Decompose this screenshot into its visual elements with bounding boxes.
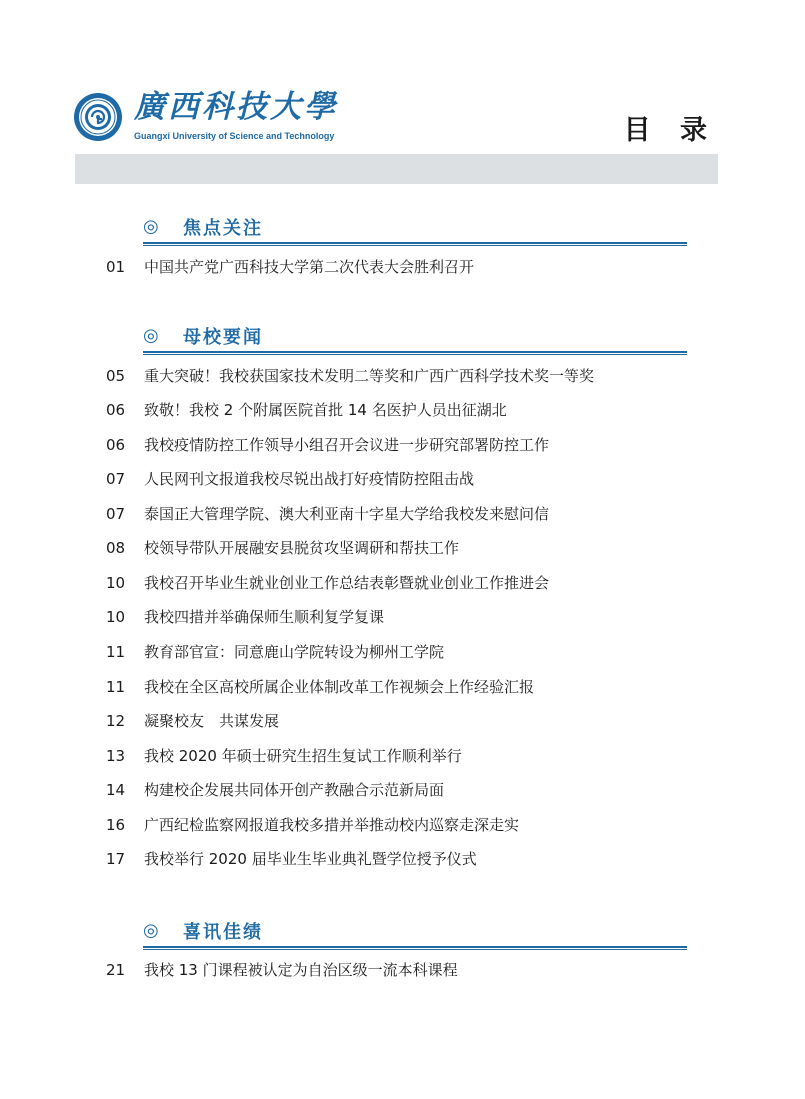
header-divider-band: [75, 154, 718, 184]
section-header: [143, 918, 687, 950]
page-number: 06: [106, 436, 126, 454]
page-header: [0, 0, 805, 190]
entry-title: 我校 13 门课程被认定为自治区级一流本科课程: [144, 961, 458, 979]
entry-title: 中国共产党广西科技大学第二次代表大会胜利召开: [144, 258, 475, 276]
circle-bullet-icon: ◎: [143, 920, 159, 941]
section-rule: [143, 946, 687, 948]
circle-bullet-icon: ◎: [143, 216, 159, 237]
page-number: 10: [106, 608, 126, 626]
entry-title: 广西纪检监察网报道我校多措并举推动校内巡察走深走实: [144, 816, 520, 834]
section-header: [143, 214, 687, 246]
page-number: 07: [106, 505, 126, 523]
entry-title: 我校召开毕业生就业创业工作总结表彰暨就业创业工作推进会: [144, 574, 550, 592]
page-number: 06: [106, 401, 126, 419]
circle-bullet-icon: ◎: [143, 325, 159, 346]
entry-title: 致敬！我校 2 个附属医院首批 14 名医护人员出征湖北: [144, 401, 507, 419]
section-title: 母校要闻: [183, 327, 263, 348]
section-title: 喜讯佳绩: [183, 922, 263, 943]
page-number: 13: [106, 747, 126, 765]
entry-title: 我校在全区高校所属企业体制改革工作视频会上作经验汇报: [144, 678, 535, 696]
entry-title: 重大突破！我校获国家技术发明二等奖和广西广西科学技术奖一等奖: [144, 367, 595, 385]
page-number: 11: [106, 643, 126, 661]
entry-title: 教育部官宣：同意鹿山学院转设为柳州工学院: [144, 643, 445, 661]
page-number: 16: [106, 816, 126, 834]
page-number: 14: [106, 781, 126, 799]
entry-title: 泰国正大管理学院、澳大利亚南十字星大学给我校发来慰问信: [144, 505, 550, 523]
entry-title: 校领导带队开展融安县脱贫攻坚调研和帮扶工作: [144, 539, 460, 557]
page-number: 21: [106, 961, 126, 979]
entry-title: 构建校企发展共同体开创产教融合示范新局面: [144, 781, 445, 799]
university-name-cn: 廣西科技大學: [134, 89, 338, 125]
toc-title: 目 录: [623, 115, 717, 146]
page-number: 12: [106, 712, 126, 730]
page-number: 05: [106, 367, 126, 385]
section-rule: [143, 949, 687, 950]
section-rule: [143, 351, 687, 353]
page-number: 01: [106, 258, 126, 276]
page-number: 17: [106, 850, 126, 868]
entry-title: 我校疫情防控工作领导小组召开会议进一步研究部署防控工作: [144, 436, 550, 454]
page-number: 08: [106, 539, 126, 557]
entry-title: 我校四措并举确保师生顺利复学复课: [144, 608, 385, 626]
page-number: 07: [106, 470, 126, 488]
entry-title: 我校举行 2020 届毕业生毕业典礼暨学位授予仪式: [144, 850, 477, 868]
university-seal-icon: [73, 92, 123, 142]
entry-title: 人民网刊文报道我校尽锐出战打好疫情防控阻击战: [144, 470, 475, 488]
page-number: 11: [106, 678, 126, 696]
section-rule: [143, 354, 687, 355]
section-header: [143, 323, 687, 355]
university-name-en: Guangxi University of Science and Technology: [134, 131, 335, 141]
section-title: 焦点关注: [183, 218, 263, 239]
entry-title: 凝聚校友 共谋发展: [144, 712, 280, 730]
page-number: 10: [106, 574, 126, 592]
entry-title: 我校 2020 年硕士研究生招生复试工作顺利举行: [144, 747, 462, 765]
section-rule: [143, 242, 687, 244]
section-rule: [143, 245, 687, 246]
